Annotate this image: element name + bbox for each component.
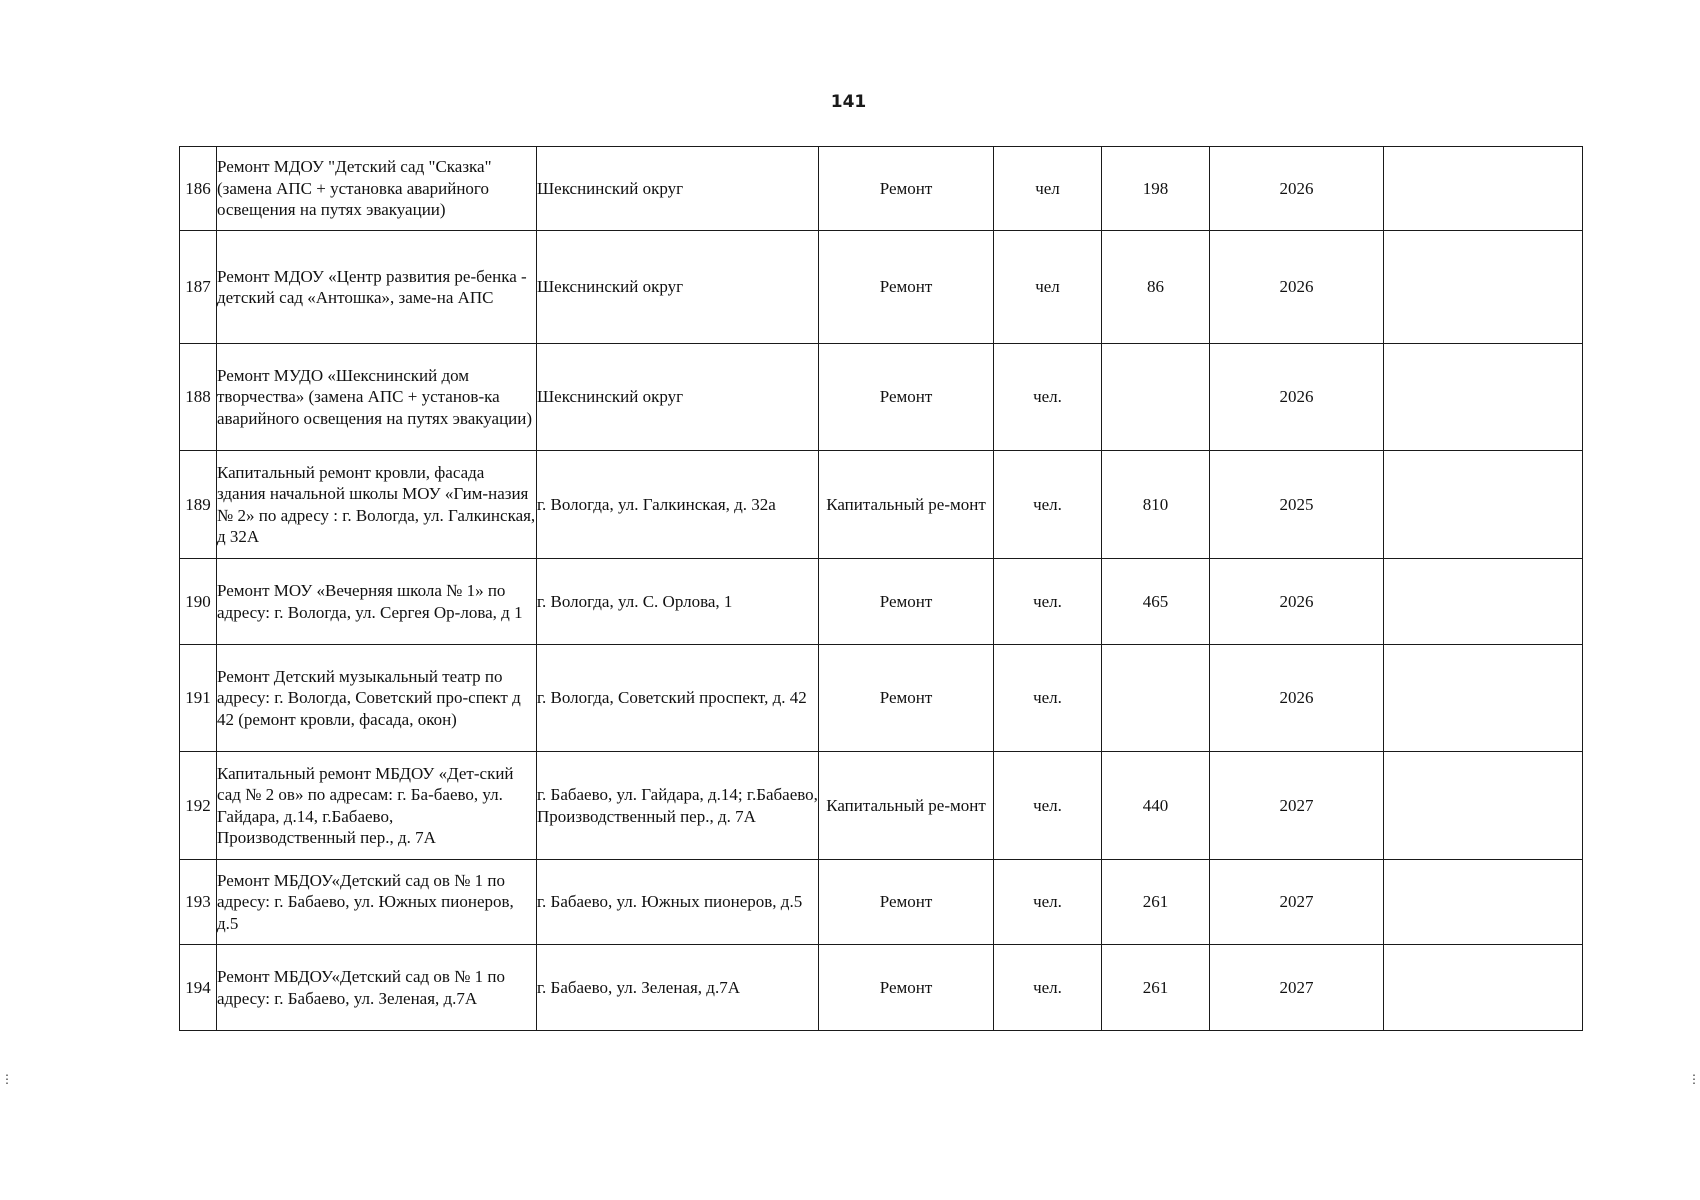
table-row [180,945,1583,1031]
unit: чел. [994,752,1102,860]
unit: чел. [994,344,1102,451]
year: 2025 [1210,451,1384,559]
scan-edge-mark-right: ⋮ [1688,1072,1700,1086]
extra-cell [1384,344,1583,451]
object-name: Ремонт МДОУ "Детский сад "Сказка" (замена АПС + установка аварийного освещения на путях эвакуации) [217,147,537,231]
people-count: 86 [1102,231,1210,344]
repair-table [179,146,1583,1031]
people-count: 261 [1102,945,1210,1031]
work-type: Капитальный ре-монт [819,752,994,860]
row-number: 190 [180,559,217,645]
extra-cell [1384,860,1583,945]
object-address: Шекснинский округ [537,231,819,344]
row-number: 193 [180,860,217,945]
extra-cell [1384,559,1583,645]
row-number: 194 [180,945,217,1031]
people-count: 440 [1102,752,1210,860]
year: 2027 [1210,752,1384,860]
table-row [180,147,1583,231]
extra-cell [1384,147,1583,231]
work-type: Ремонт [819,860,994,945]
unit: чел. [994,645,1102,752]
object-name: Ремонт МУДО «Шекснинский дом творчества» (замена АПС + установ-ка аварийного освещения на путях эвакуации) [217,344,537,451]
work-type: Ремонт [819,344,994,451]
extra-cell [1384,752,1583,860]
unit: чел. [994,451,1102,559]
work-type: Капитальный ре-монт [819,451,994,559]
people-count: 198 [1102,147,1210,231]
year: 2027 [1210,860,1384,945]
year: 2026 [1210,344,1384,451]
page-number: 141 [830,92,867,112]
people-count: 810 [1102,451,1210,559]
people-count [1102,645,1210,752]
object-name: Ремонт МБДОУ«Детский сад ов № 1 по адресу: г. Бабаево, ул. Южных пионеров, д.5 [217,860,537,945]
object-name: Ремонт Детский музыкальный театр по адресу: г. Вологда, Советский про-спект д 42 (ремонт кровли, фасада, окон) [217,645,537,752]
row-number: 188 [180,344,217,451]
year: 2026 [1210,147,1384,231]
table-row [180,559,1583,645]
object-address: г. Бабаево, ул. Зеленая, д.7А [537,945,819,1031]
work-type: Ремонт [819,645,994,752]
object-address: г. Бабаево, ул. Гайдара, д.14; г.Бабаево, Производственный пер., д. 7А [537,752,819,860]
year: 2026 [1210,645,1384,752]
unit: чел [994,147,1102,231]
work-type: Ремонт [819,559,994,645]
people-count [1102,344,1210,451]
year: 2027 [1210,945,1384,1031]
object-address: Шекснинский округ [537,147,819,231]
extra-cell [1384,451,1583,559]
year: 2026 [1210,231,1384,344]
table-row [180,451,1583,559]
work-type: Ремонт [819,945,994,1031]
table-row [180,231,1583,344]
object-name: Ремонт МБДОУ«Детский сад ов № 1 по адресу: г. Бабаево, ул. Зеленая, д.7А [217,945,537,1031]
object-address: г. Вологда, ул. Галкинская, д. 32а [537,451,819,559]
unit: чел. [994,860,1102,945]
extra-cell [1384,645,1583,752]
work-type: Ремонт [819,147,994,231]
table-row [180,645,1583,752]
table-row [180,344,1583,451]
object-address: г. Вологда, ул. С. Орлова, 1 [537,559,819,645]
extra-cell [1384,231,1583,344]
table-row [180,752,1583,860]
object-address: г. Вологда, Советский проспект, д. 42 [537,645,819,752]
table-row [180,860,1583,945]
unit: чел. [994,559,1102,645]
unit: чел [994,231,1102,344]
year: 2026 [1210,559,1384,645]
unit: чел. [994,945,1102,1031]
scan-edge-mark-left: ⋮ [1,1072,13,1086]
object-name: Ремонт МДОУ «Центр развития ре-бенка - детский сад «Антошка», заме-на АПС [217,231,537,344]
object-address: г. Бабаево, ул. Южных пионеров, д.5 [537,860,819,945]
row-number: 192 [180,752,217,860]
object-name: Ремонт МОУ «Вечерняя школа № 1» по адресу: г. Вологда, ул. Сергея Ор-лова, д 1 [217,559,537,645]
row-number: 187 [180,231,217,344]
work-type: Ремонт [819,231,994,344]
row-number: 189 [180,451,217,559]
object-name: Капитальный ремонт МБДОУ «Дет-ский сад № 2 ов» по адресам: г. Ба-баево, ул. Гайдара, д.14, г.Бабаево, Производственный пер., д. 7А [217,752,537,860]
object-address: Шекснинский округ [537,344,819,451]
people-count: 465 [1102,559,1210,645]
people-count: 261 [1102,860,1210,945]
row-number: 186 [180,147,217,231]
row-number: 191 [180,645,217,752]
extra-cell [1384,945,1583,1031]
object-name: Капитальный ремонт кровли, фасада здания начальной школы МОУ «Гим-назия № 2» по адресу : г. Вологда, ул. Галкинская, д 32А [217,451,537,559]
